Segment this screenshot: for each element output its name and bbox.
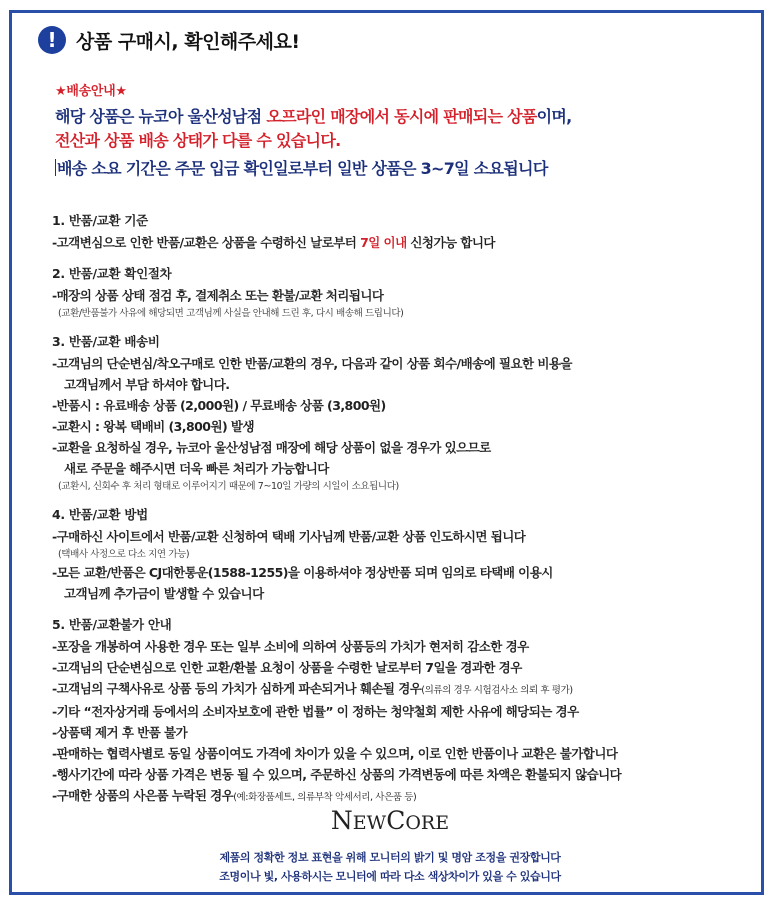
policy-section-5 (52, 614, 742, 808)
shipping-line-3-wrap (55, 157, 572, 181)
shipping-notice (55, 80, 572, 181)
policy-section-4 (52, 504, 742, 604)
policy-line (52, 678, 742, 701)
policy-section-1 (52, 210, 742, 253)
policy-small-text: (의류의 경우 시험검사소 의뢰 후 평가) (421, 685, 573, 696)
policy-line: -매장의 상품 상태 점검 후, 결제취소 또는 환불/교환 처리됩니다 (52, 288, 384, 303)
policy-note: (교환/반품불가 사유에 해당되면 고객님께 사실을 안내해 드린 후, 다시 배송해 드립니다) (58, 308, 404, 319)
policy-line: -구매하신 사이트에서 반품/교환 신청하여 택배 기사님께 반품/교환 상품 인도하시면 됩니다 (52, 529, 526, 544)
shipping-line-3: 배송 소요 기간은 주문 입금 확인일로부터 일반 상품은 3~7일 소요됩니다 (57, 159, 548, 178)
policy-note: (택배사 사정으로 다소 지연 가능) (58, 549, 190, 560)
policy-text: -구매한 상품의 사은품 누락된 경우 (52, 788, 234, 803)
shipping-line-1b: 오프라인 매장에서 동시에 판매되는 상품 (266, 107, 537, 126)
policy-line (52, 232, 742, 253)
policy-line: -고객님의 단순변심으로 인한 교환/환불 요청이 상품을 수령한 날로부터 7일을 경과한 경우 (52, 660, 522, 675)
logo-part: N (330, 806, 353, 835)
policy-section-2 (52, 263, 742, 321)
shipping-line-1 (55, 105, 572, 129)
policy-line: -포장을 개봉하여 사용한 경우 또는 일부 소비에 의하여 상품등의 가치가 현저히 감소한 경우 (52, 639, 529, 654)
policy-line: -모든 교환/반품은 CJ대한통운(1588-1255)을 이용하셔야 정상반품 되며 임의로 타택배 이용시 (52, 565, 553, 580)
policy-line: -행사기간에 따라 상품 가격은 변동 될 수 있으며, 주문하신 상품의 가격변동에 따른 차액은 환불되지 않습니다 (52, 767, 622, 782)
policy-line: 새로 주문을 해주시면 더욱 빠른 처리가 가능합니다 (64, 461, 329, 476)
policy-small-text: (예:화장품세트, 의류부착 악세서리, 사은품 등) (233, 792, 417, 803)
policy-line: -고객님의 단순변심/착오구매로 인한 반품/교환의 경우, 다음과 같이 상품 회수/배송에 필요한 비용을 (52, 356, 572, 371)
section-title: 5. 반품/교환불가 안내 (52, 617, 172, 632)
shipping-line-1a: 해당 상품은 뉴코아 울산성남점 (55, 107, 267, 126)
policy-note: (교환시, 신회수 후 처리 형태로 이루어지기 때문에 7~10일 가량의 시일이 소요됩니다) (58, 481, 399, 492)
policy-text: -고객님의 구책사유로 상품 등의 가치가 심하게 파손되거나 훼손될 경우 (52, 681, 422, 696)
policy-line (52, 785, 742, 808)
exclamation-icon: ! (38, 26, 66, 54)
text-cursor (55, 159, 56, 176)
policy-line: 고객님께서 부담 하셔야 합니다. (64, 377, 230, 392)
policy-text: 신청가능 합니다 (406, 235, 495, 250)
policy-section-3 (52, 331, 742, 494)
logo-part: ORE (405, 812, 450, 834)
return-policy (52, 210, 742, 818)
newcore-logo (0, 806, 780, 835)
section-title: 1. 반품/교환 기준 (52, 213, 148, 228)
section-title: 4. 반품/교환 방법 (52, 507, 148, 522)
policy-line: -판매하는 협력사별로 동일 상품이여도 가격에 차이가 있을 수 있으며, 이로 인한 반품이나 교환은 불가합니다 (52, 746, 618, 761)
logo-part: EW (352, 812, 387, 834)
monitor-disclaimer (0, 848, 780, 886)
policy-line: -기타 “전자상거래 등에서의 소비자보호에 관한 법률” 이 정하는 청약철회 제한 사유에 해당되는 경우 (52, 704, 579, 719)
shipping-heading: ★배송안내★ (55, 84, 127, 99)
policy-line: -반품시 : 유료배송 상품 (2,000원) / 무료배송 상품 (3,800원) (52, 398, 386, 413)
shipping-line-2: 전산과 상품 배송 상태가 다를 수 있습니다. (55, 131, 341, 150)
policy-line: 고객님께 추가금이 발생할 수 있습니다 (64, 586, 264, 601)
policy-line: -상품택 제거 후 반품 불가 (52, 725, 188, 740)
policy-text: -고객변심으로 인한 반품/교환은 상품을 수령하신 날로부터 (52, 235, 361, 250)
section-title: 2. 반품/교환 확인절차 (52, 266, 172, 281)
section-title: 3. 반품/교환 배송비 (52, 334, 160, 349)
logo-part: C (386, 806, 406, 835)
policy-line: -교환을 요청하실 경우, 뉴코아 울산성남점 매장에 해당 상품이 없을 경우가 있으므로 (52, 440, 491, 455)
notice-header (38, 18, 300, 62)
disclaimer-line-1: 제품의 정확한 정보 표현을 위해 모니터의 밝기 및 명암 조정을 권장합니다 (219, 851, 561, 864)
policy-line: -교환시 : 왕복 택배비 (3,800원) 발생 (52, 419, 254, 434)
notice-title: 상품 구매시, 확인해주세요! (76, 30, 300, 53)
shipping-line-1c: 이며, (536, 107, 572, 126)
highlight-period: 7일 이내 (360, 235, 407, 250)
disclaimer-line-2: 조명이나 빛, 사용하시는 모니터에 따라 다소 색상차이가 있을 수 있습니다 (219, 870, 561, 883)
